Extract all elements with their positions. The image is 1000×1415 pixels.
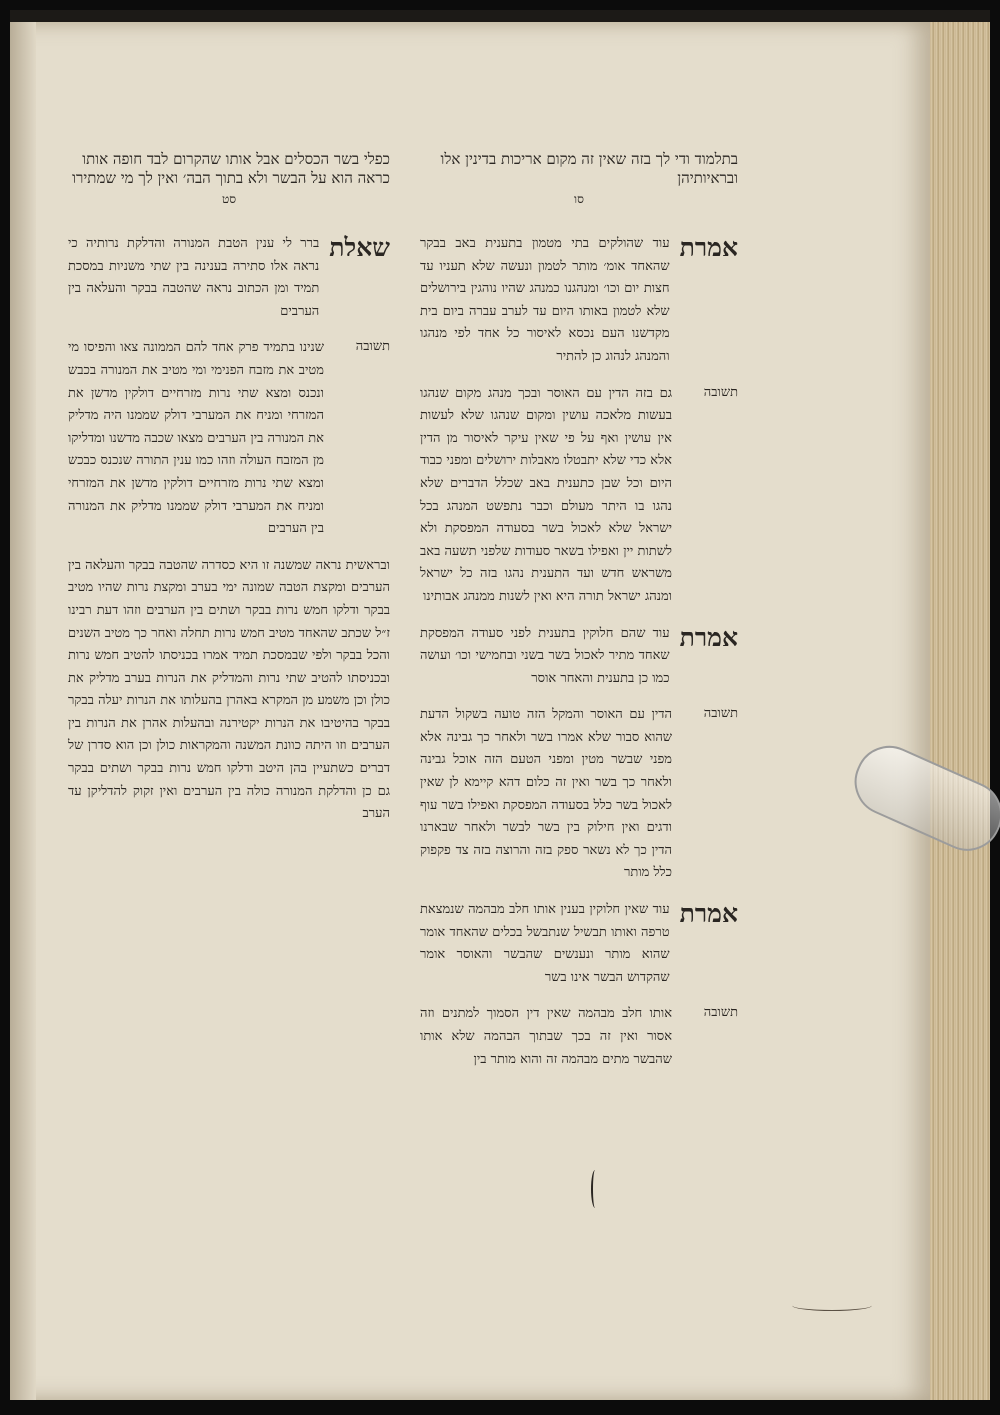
section-label: שאלת [329, 233, 390, 262]
section-label: תשובה [703, 1005, 738, 1021]
section-text: שנינו בתמיד פרק אחד להם הממונה צאו והפיסו מי מטיב את מזבח הפנימי ומי מטיב את המנורה בכבש ונכנס ומצא שתי נרות מזרחיים דולקין מדשן את המזרחי ומניח את המערבי דולק שממנו היה מדליק את המנורה בין הערבים מצאו שכבה מדשנו ומדליקו מן המזבח העולה וזהו כמו ענין התורה שנכנס כבכש ומצא שתי נרות מזרחיים דולקין מדשן את המזרחי ומניח את המערבי דולק שממנו מדליק את המנורה בין הערבים [68, 340, 324, 537]
section-continuation: ובראשית נראה שמשנה זו היא כסדרה שהטבה בבקר והעלאה בין הערבים ומקצת הטבה שמונה ימי בערב ומקצת נרות שהיו מטיב בבקר ודלקו חמש נרות בבקר ושתים בין הערבים וזהו דעת רבינו ז״ל שכתב שהאחד מטיב חמש נרות תחלה ואחר כך מטיב השנים והכל בבקר ולפי שבמסכת תמיד אמרו בכניסתו להטיב חמש נרות ובכניסתו להטיב שתי נרות והמדליק את הנרות בערב מדליק את כולן וכן משמע מן המקרא באהרן בהעלותו את הנרות יעלה בבקר בבקר בהיטיבו את הנרות יקטירנה ובהעלות אהרן את הנרות בין הערבים וזו היתה כוונת המשנה והמקראות כולן וכן הוא סדרן של דברים כשתעיין בהן היטב ודלקו חמש נרות בבקר ושתים בבקר גם כן והדלקת המנורה כולה בין הערבים ואין זקוק להדליקן עד הערב [68, 557, 390, 822]
right-column-header [420, 150, 738, 209]
section [420, 233, 738, 369]
section [68, 337, 390, 540]
section-label: אמרת [679, 233, 738, 262]
ink-bracket-mark [591, 1170, 599, 1208]
section-label: תשובה [703, 706, 738, 722]
section [420, 899, 738, 989]
section [68, 233, 390, 323]
section [420, 704, 738, 885]
section-text: עוד שאין חלוקין בענין אותו חלב מבהמה שנמצאת טרפה ואותו תבשיל שנתבשל בכלים שהאחד אומר שהוא מותר ונענשים שהבשר והאוסר אומר שהקדוש הבשר אינו בשר [420, 902, 670, 985]
left-column [68, 150, 390, 826]
section-text: אותו חלב מבהמה שאין דין הסמוך למתנים וזה אסור ואין זה בכך שבתוך הבהמה שלא אותו שהבשר מתים מבהמה זה והוא מותר בין [420, 1006, 672, 1067]
section-text: ברר לי ענין הטבת המנורה והדלקת נרותיה כי נראה אלו סתירה בענינה בין שתי משניות במסכת תמיד ומן הכתוב נראה שהטבה בבקר והעלאה בין הערבים [68, 236, 320, 319]
section-label: אמרת [679, 899, 738, 929]
pencil-mark [792, 1300, 872, 1311]
section [420, 623, 738, 691]
section [420, 1003, 738, 1071]
page-gutter [10, 22, 36, 1400]
section-label: אמרת [679, 622, 738, 652]
section-label: תשובה [355, 339, 390, 355]
section-text: גם בזה הדין עם האוסר ובכך מנהג מקום שנהגו בעשות מלאכה עושין ומקום שנהגו שלא לעשות אין עושין ואף על פי שאין עיקר לאיסור מן הדין אלא כדי שלא יתבטלו מאבלות ירושלים ומפני כבוד היום וכל שבן כתענית באב שכלל הדברים שלא נהגו בו היתר מעולם וכבר נתפשט המנהג בכל ישראל שלא לאכול בשר בסעודה המפסקת ולא לשתות יין ואפילו בשאר סעודות שלפני תשעה באב משראש חדש ועד התענית נהגו בזה כל ישראל ומנהג ישראל תורה היא ואין לשנות ממנהג אבותינו [420, 385, 672, 604]
section-label: תשובה [703, 384, 738, 400]
section-text: הדין עם האוסר והמקל הזה טועה בשקול הדעת שהוא סבור שלא אמרו בשר ולאחר כך גבינה אלא מפני שבשר מטין ומפני הטעם הזה אוכל גבינה ולאחר כך בשר ואין זה כלום דהא קיימא לן שאין לאכול בשר כלל בסעודה המפסקת ואפילו בשר עוף ודגים ואין חילוק בין בשר לבשר ולאחר שבארנו הדין כך לא נשאר ספק בזה והרוצה בזה צד פקפוק כלל מותר [420, 707, 672, 881]
right-column [420, 150, 738, 1085]
left-header-text: כפלי בשר הכסלים אבל אותו שהקרום לבד חופה אותו כראה הוא על הבשר ולא בתוך הבה׳ ואין לך מי שמתירו [72, 150, 390, 187]
section-text: עוד שהולקים בתי מטמון בתענית באב בבקר שהאחד אומ׳ מותר לטמון ונעשה שלא תעניו עד חצות יום וכו׳ ומנהגנו כמנהג שהיו נוהגין בירושלים שלא לטמון באותו היום עד לערב עברה ביום בית מקדשנו העם נכסא לאיסור כל אחד לפי מנהגו והמנהג לנהוג כן להתיר [420, 236, 670, 364]
left-header-signature: סט [221, 192, 237, 206]
section [420, 383, 738, 609]
section-text: עוד שהם חלוקין בתענית לפני סעודה המפסקת שאחד מתיר לאכול בשר בשני ובחמישי וכו׳ ועושה כמו כן בתענית והאחר אוסר [420, 625, 670, 686]
left-column-header [68, 150, 390, 209]
right-header-signature: סו [574, 192, 584, 206]
page-edges [930, 22, 990, 1400]
right-header-text: בתלמוד ודי לך בזה שאין זה מקום אריכות בדינין אלו ובראיותיהן [440, 150, 738, 187]
